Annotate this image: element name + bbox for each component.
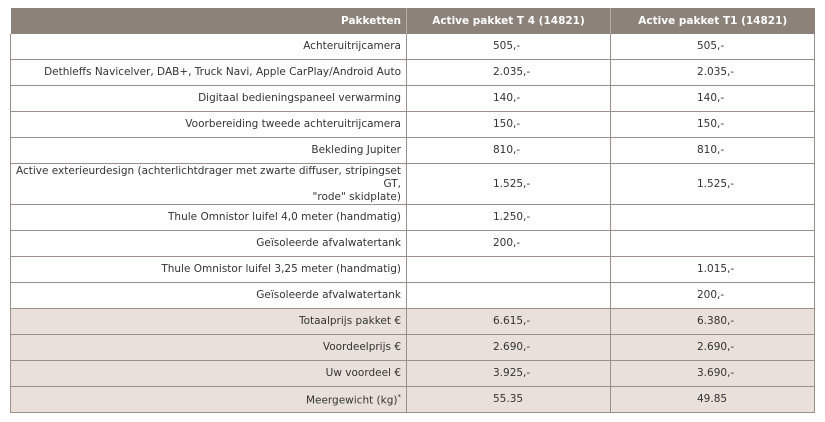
row-label: Geïsoleerde afvalwatertank [11, 283, 407, 309]
header-packages: Pakketten [11, 8, 407, 34]
total-t1: 2.690,- [611, 335, 815, 361]
price-t4 [407, 257, 611, 283]
total-t1: 6.380,- [611, 309, 815, 335]
price-t1: 2.035,- [611, 60, 815, 86]
table-row [11, 257, 815, 283]
row-label: Voorbereiding tweede achteruitrijcamera [11, 112, 407, 138]
total-label: Voordeelprijs € [11, 335, 407, 361]
price-t1: 1.015,- [611, 257, 815, 283]
table-row [11, 231, 815, 257]
table-row [11, 205, 815, 231]
total-t4: 3.925,- [407, 361, 611, 387]
total-t4: 6.615,- [407, 309, 611, 335]
total-row [11, 387, 815, 413]
price-t1 [611, 231, 815, 257]
weight-label: Meergewicht (kg) [305, 394, 398, 407]
price-t1: 810,- [611, 138, 815, 164]
price-t4: 1.250,- [407, 205, 611, 231]
price-t4: 2.035,- [407, 60, 611, 86]
table-row [11, 34, 815, 60]
price-t1: 200,- [611, 283, 815, 309]
price-t1: 505,- [611, 34, 815, 60]
row-label: Thule Omnistor luifel 4,0 meter (handmatig) [11, 205, 407, 231]
total-t1: 3.690,- [611, 361, 815, 387]
price-t1 [611, 205, 815, 231]
row-label: Achteruitrijcamera [11, 34, 407, 60]
table-row [11, 138, 815, 164]
price-t4 [407, 283, 611, 309]
price-t4: 140,- [407, 86, 611, 112]
table-header-row [11, 8, 815, 34]
row-label-line2: "rode" skidplate) [312, 190, 401, 203]
package-comparison [10, 8, 814, 413]
total-row [11, 335, 815, 361]
row-label: Bekleding Jupiter [11, 138, 407, 164]
price-t4: 150,- [407, 112, 611, 138]
total-label: Totaalprijs pakket € [11, 309, 407, 335]
total-t1: 49.85 [611, 387, 815, 413]
total-t4: 2.690,- [407, 335, 611, 361]
price-t1: 150,- [611, 112, 815, 138]
row-label: Thule Omnistor luifel 3,25 meter (handmatig) [11, 257, 407, 283]
price-t4: 1.525,- [407, 164, 611, 205]
table-row [11, 283, 815, 309]
price-t4: 810,- [407, 138, 611, 164]
total-label [11, 387, 407, 413]
row-label [11, 164, 407, 205]
row-label: Dethleffs Navicelver, DAB+, Truck Navi, Apple CarPlay/Android Auto [11, 60, 407, 86]
footnote-marker: * [397, 393, 401, 402]
table-row [11, 86, 815, 112]
total-label: Uw voordeel € [11, 361, 407, 387]
total-t4: 55.35 [407, 387, 611, 413]
package-table [10, 8, 815, 413]
total-row [11, 309, 815, 335]
table-row [11, 60, 815, 86]
price-t4: 505,- [407, 34, 611, 60]
total-row [11, 361, 815, 387]
table-row [11, 164, 815, 205]
row-label: Geïsoleerde afvalwatertank [11, 231, 407, 257]
price-t1: 140,- [611, 86, 815, 112]
price-t4: 200,- [407, 231, 611, 257]
header-active-t1: Active pakket T1 (14821) [611, 8, 815, 34]
table-row [11, 112, 815, 138]
row-label-line1: Active exterieurdesign (achterlichtdrager met zwarte diffuser, stripingset GT, [15, 164, 401, 190]
price-t1: 1.525,- [611, 164, 815, 205]
row-label: Digitaal bedieningspaneel verwarming [11, 86, 407, 112]
header-active-t4: Active pakket T 4 (14821) [407, 8, 611, 34]
